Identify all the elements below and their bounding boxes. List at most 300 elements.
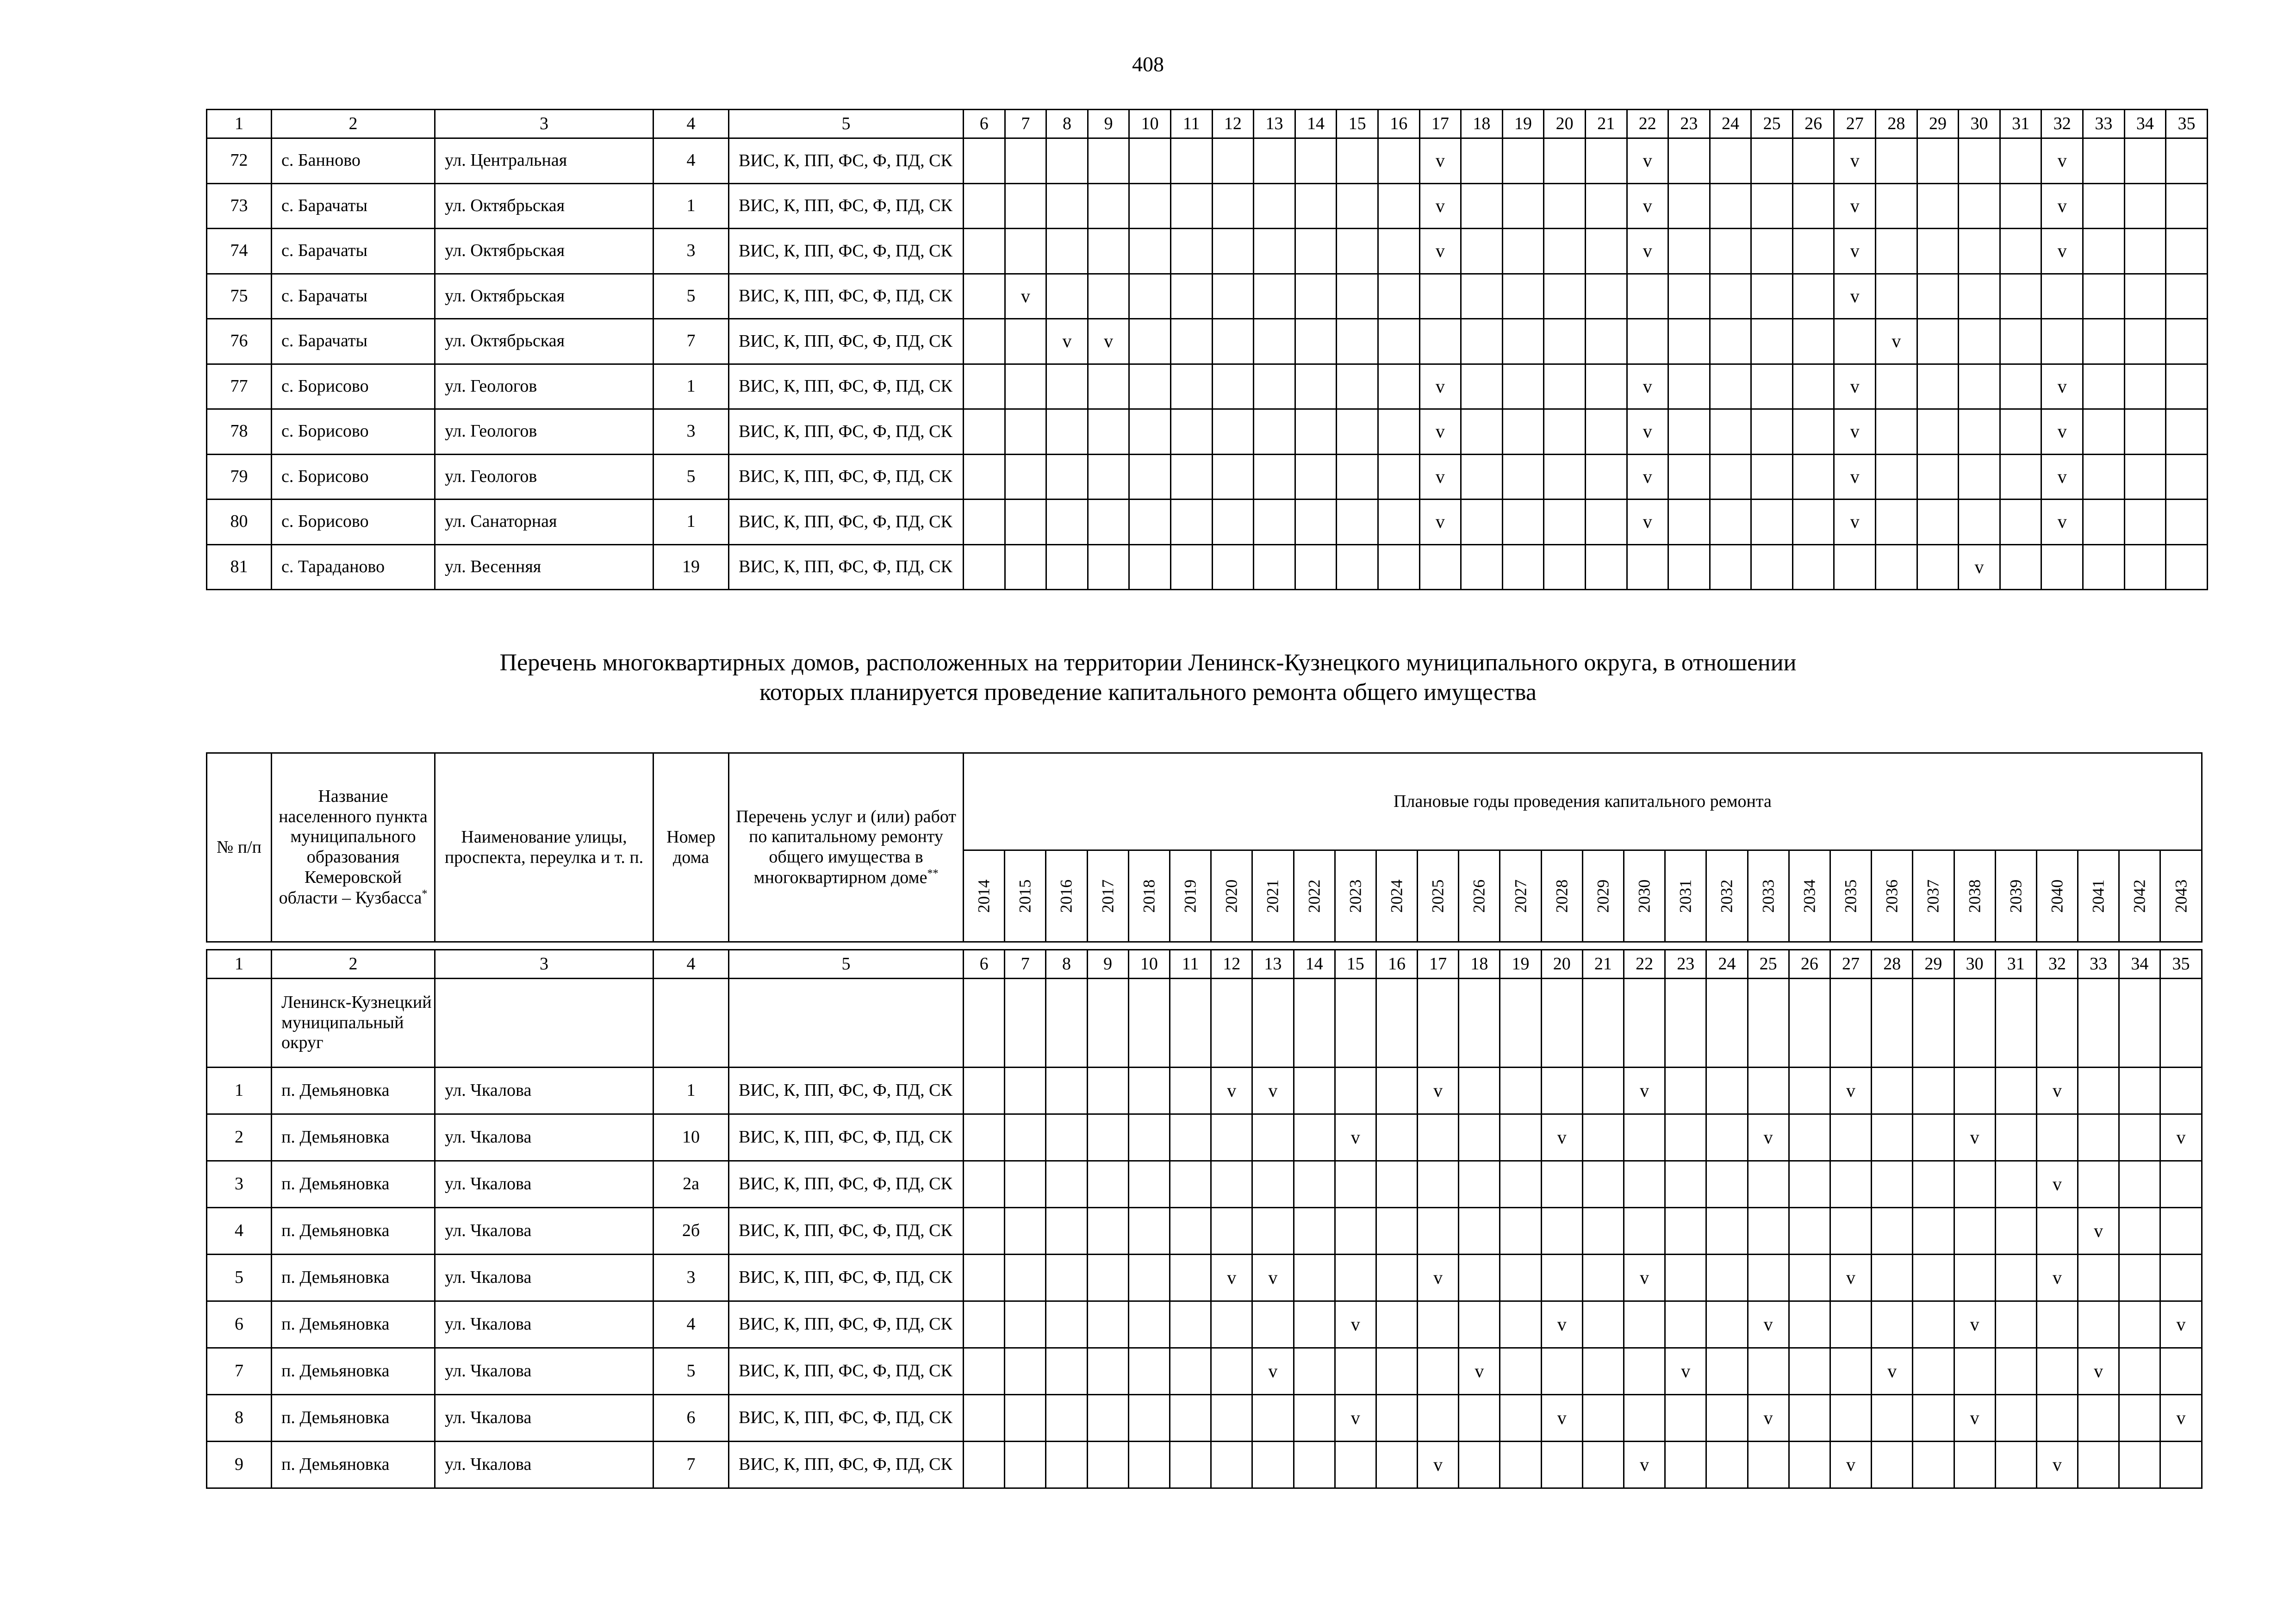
year-cell: [1668, 409, 1710, 455]
settlement-cell: п. Демьяновка: [272, 1301, 435, 1348]
year-mark: v: [1211, 1068, 1252, 1114]
empty-cell: [435, 979, 653, 1068]
street-cell: ул. Центральная: [435, 138, 653, 184]
year-cell: [1665, 1442, 1706, 1488]
year-cell: [964, 364, 1005, 409]
year-cell: [1954, 1068, 1995, 1114]
year-cell: [1087, 1208, 1128, 1255]
year-cell: [1751, 274, 1793, 319]
year-cell: [1376, 1301, 1417, 1348]
year-cell: [1337, 409, 1378, 455]
year-cell: [2036, 1395, 2078, 1442]
year-cell: [1005, 183, 1046, 229]
year-mark: v: [2041, 500, 2083, 545]
year-cell: [1995, 1301, 2036, 1348]
year-cell: [1212, 500, 1254, 545]
year-cell: [1128, 1255, 1170, 1301]
year-cell: [1419, 319, 1461, 364]
year-cell: [1170, 1395, 1211, 1442]
year-mark: v: [1418, 1255, 1459, 1301]
year-cell: [2119, 1068, 2160, 1114]
year-cell: [1376, 1114, 1417, 1161]
year-cell: [1959, 409, 2000, 455]
year-cell: [964, 1442, 1005, 1488]
year-mark: v: [2041, 229, 2083, 274]
year-cell: [1212, 274, 1254, 319]
year-cell: [1088, 500, 1129, 545]
table-row: [207, 500, 2208, 545]
year-cell: [1668, 138, 1710, 184]
year-cell: [1128, 1395, 1170, 1442]
year-cell: [1624, 1301, 1665, 1348]
year-cell: [1170, 1068, 1211, 1114]
year-cell: [1995, 1161, 2036, 1208]
column-number: 28: [1876, 110, 1917, 138]
year-cell: [2119, 1161, 2160, 1208]
street-cell: ул. Чкалова: [435, 1442, 653, 1488]
street-cell: ул. Чкалова: [435, 1395, 653, 1442]
street-cell: ул. Геологов: [435, 409, 653, 455]
year-cell: [1170, 500, 1212, 545]
column-number: 14: [1295, 110, 1337, 138]
column-number: 10: [1128, 950, 1170, 979]
column-number: 7: [1005, 110, 1046, 138]
year-cell: [2000, 229, 2041, 274]
year-cell: [1088, 229, 1129, 274]
year-cell: [1792, 409, 1834, 455]
year-cell: [1005, 500, 1046, 545]
year-cell: [1502, 319, 1544, 364]
year-cell: [2036, 1348, 2078, 1395]
year-cell: [1748, 1068, 1789, 1114]
year-cell: [964, 544, 1005, 590]
year-cell: [1337, 319, 1378, 364]
year-cell: [1252, 979, 1294, 1068]
year-mark: v: [1954, 1114, 1995, 1161]
year-cell: [2166, 229, 2208, 274]
year-cell: [1129, 364, 1171, 409]
year-header: [1170, 850, 1211, 942]
year-cell: [1254, 544, 1295, 590]
year-cell: [1748, 1348, 1789, 1395]
year-cell: [1502, 183, 1544, 229]
row-number: 8: [207, 1395, 272, 1442]
year-cell: [1294, 1395, 1335, 1442]
services-cell: ВИС, К, ПП, ФС, Ф, ПД, СК: [729, 544, 964, 590]
year-cell: [1170, 364, 1212, 409]
year-mark: v: [1624, 1255, 1665, 1301]
year-mark: v: [2160, 1114, 2202, 1161]
table-row: [207, 229, 2208, 274]
year-cell: [1337, 274, 1378, 319]
table-row: [207, 1161, 2202, 1208]
year-cell: [1459, 1161, 1500, 1208]
house-cell: 1: [653, 183, 729, 229]
services-cell: ВИС, К, ПП, ФС, Ф, ПД, СК: [729, 319, 964, 364]
year-cell: [1582, 1208, 1624, 1255]
year-cell: [1751, 544, 1793, 590]
year-cell: [1418, 1208, 1459, 1255]
house-cell: 5: [653, 274, 729, 319]
year-cell: [1212, 183, 1254, 229]
table-row: [207, 454, 2208, 500]
year-cell: [1876, 544, 1917, 590]
year-cell: [1005, 544, 1046, 590]
column-number: 6: [964, 110, 1005, 138]
year-cell: [1917, 138, 1959, 184]
header-house: Номер дома: [653, 753, 729, 942]
year-cell: [1294, 1161, 1335, 1208]
services-cell: ВИС, К, ПП, ФС, Ф, ПД, СК: [729, 183, 964, 229]
year-cell: [1087, 1255, 1128, 1301]
year-cell: [1502, 274, 1544, 319]
table-main: [206, 949, 2203, 1489]
year-cell: [2119, 1301, 2160, 1348]
services-cell: ВИС, К, ПП, ФС, Ф, ПД, СК: [729, 500, 964, 545]
year-cell: [1378, 138, 1419, 184]
year-label: 2024: [1387, 879, 1406, 913]
year-cell: [1541, 1068, 1582, 1114]
column-number: 7: [1005, 950, 1046, 979]
year-cell: [1502, 138, 1544, 184]
year-cell: [2036, 979, 2078, 1068]
year-cell: [1459, 1301, 1500, 1348]
year-cell: [1792, 138, 1834, 184]
row-number: 5: [207, 1255, 272, 1301]
year-mark: v: [1211, 1255, 1252, 1301]
year-cell: [1582, 1442, 1624, 1488]
year-cell: [1170, 229, 1212, 274]
year-cell: [1792, 319, 1834, 364]
year-mark: v: [1418, 1068, 1459, 1114]
year-cell: [2000, 183, 2041, 229]
year-mark: v: [1834, 364, 1876, 409]
year-cell: [1418, 1395, 1459, 1442]
year-cell: [1088, 364, 1129, 409]
year-cell: [1087, 1301, 1128, 1348]
year-cell: [1170, 1255, 1211, 1301]
year-cell: [2083, 319, 2125, 364]
year-cell: [1087, 1068, 1128, 1114]
year-label: 2030: [1635, 879, 1654, 913]
column-number: 15: [1337, 110, 1378, 138]
column-number: 22: [1627, 110, 1668, 138]
year-cell: [1585, 319, 1627, 364]
year-cell: [1005, 1395, 1046, 1442]
year-mark: v: [1624, 1068, 1665, 1114]
year-cell: [1913, 1395, 1954, 1442]
year-cell: [1046, 1442, 1087, 1488]
year-cell: [1088, 138, 1129, 184]
year-cell: [1541, 1161, 1582, 1208]
year-cell: [2119, 1395, 2160, 1442]
year-cell: [1211, 1114, 1252, 1161]
year-cell: [1088, 544, 1129, 590]
year-cell: [1830, 1114, 1871, 1161]
settlement-cell: с. Банново: [272, 138, 435, 184]
year-cell: [1170, 1348, 1211, 1395]
year-cell: [1751, 319, 1793, 364]
year-cell: [2000, 544, 2041, 590]
year-cell: [1876, 274, 1917, 319]
year-cell: [2078, 1255, 2119, 1301]
year-mark: v: [1419, 138, 1461, 184]
year-label: 2031: [1676, 879, 1695, 913]
year-cell: [1789, 1114, 1830, 1161]
year-cell: [1500, 1442, 1541, 1488]
header-settlement-text: Название населенного пункта муниципального образования Кемеровской области – Кузбасса: [279, 787, 428, 908]
street-cell: ул. Чкалова: [435, 1255, 653, 1301]
settlement-cell: п. Демьяновка: [272, 1255, 435, 1301]
year-cell: [1544, 544, 1586, 590]
table-row: [207, 319, 2208, 364]
year-cell: [1500, 1255, 1541, 1301]
year-mark: v: [1541, 1301, 1582, 1348]
year-cell: [1830, 1348, 1871, 1395]
house-cell: 5: [653, 1348, 729, 1395]
year-cell: [1212, 364, 1254, 409]
year-cell: [2160, 979, 2202, 1068]
year-cell: [1376, 1068, 1417, 1114]
year-cell: [1954, 1255, 1995, 1301]
year-cell: [1378, 500, 1419, 545]
year-cell: [1710, 544, 1751, 590]
year-mark: v: [1627, 409, 1668, 455]
year-mark: v: [1627, 454, 1668, 500]
year-cell: [1872, 1068, 1913, 1114]
year-cell: [1461, 274, 1503, 319]
year-label: 2015: [1015, 879, 1034, 913]
year-cell: [1046, 138, 1088, 184]
year-cell: [1418, 1348, 1459, 1395]
house-cell: 19: [653, 544, 729, 590]
table-row: [207, 1301, 2202, 1348]
year-cell: [1005, 454, 1046, 500]
year-header: [964, 850, 1005, 942]
empty-cell: [729, 979, 964, 1068]
year-cell: [2036, 1114, 2078, 1161]
year-cell: [1706, 1301, 1748, 1348]
year-mark: v: [2036, 1161, 2078, 1208]
services-cell: ВИС, К, ПП, ФС, Ф, ПД, СК: [729, 1348, 964, 1395]
year-mark: v: [1834, 138, 1876, 184]
year-header: [1624, 850, 1665, 942]
year-cell: [1917, 229, 1959, 274]
year-cell: [1585, 544, 1627, 590]
year-cell: [2166, 544, 2208, 590]
year-mark: v: [1419, 183, 1461, 229]
settlement-cell: п. Демьяновка: [272, 1161, 435, 1208]
year-cell: [1254, 183, 1295, 229]
table-row: [207, 1114, 2202, 1161]
year-cell: [1170, 544, 1212, 590]
year-cell: [1751, 500, 1793, 545]
year-cell: [1129, 454, 1171, 500]
year-cell: [964, 409, 1005, 455]
year-cell: [2166, 274, 2208, 319]
year-header: [1789, 850, 1830, 942]
year-cell: [1624, 979, 1665, 1068]
year-cell: [1005, 1442, 1046, 1488]
year-cell: [1461, 229, 1503, 274]
year-cell: [1212, 138, 1254, 184]
year-mark: v: [1419, 500, 1461, 545]
year-cell: [1917, 183, 1959, 229]
year-cell: [1913, 1114, 1954, 1161]
year-cell: [1872, 1208, 1913, 1255]
services-cell: ВИС, К, ПП, ФС, Ф, ПД, СК: [729, 1301, 964, 1348]
row-number: 74: [207, 229, 272, 274]
row-number: 73: [207, 183, 272, 229]
row-number: 6: [207, 1301, 272, 1348]
year-cell: [1337, 229, 1378, 274]
year-cell: [1872, 979, 1913, 1068]
year-cell: [964, 319, 1005, 364]
year-cell: [1129, 319, 1171, 364]
year-mark: v: [1872, 1348, 1913, 1395]
year-cell: [1541, 1255, 1582, 1301]
year-cell: [1959, 319, 2000, 364]
year-mark: v: [1418, 1442, 1459, 1488]
column-number: 34: [2124, 110, 2166, 138]
year-cell: [1830, 1395, 1871, 1442]
year-mark: v: [2078, 1208, 2119, 1255]
column-number: 27: [1834, 110, 1876, 138]
year-cell: [1544, 183, 1586, 229]
year-mark: v: [1834, 229, 1876, 274]
year-mark: v: [1419, 364, 1461, 409]
column-number: 35: [2166, 110, 2208, 138]
year-mark: v: [2041, 409, 2083, 455]
year-cell: [1005, 1348, 1046, 1395]
year-mark: v: [1627, 364, 1668, 409]
settlement-cell: с. Барачаты: [272, 183, 435, 229]
year-cell: [964, 1301, 1005, 1348]
street-cell: ул. Чкалова: [435, 1068, 653, 1114]
year-cell: [1459, 1114, 1500, 1161]
year-mark: v: [1627, 500, 1668, 545]
year-cell: [1337, 138, 1378, 184]
empty-cell: [653, 979, 729, 1068]
year-mark: v: [1335, 1395, 1376, 1442]
year-cell: [1378, 454, 1419, 500]
year-cell: [1544, 274, 1586, 319]
year-cell: [1500, 1114, 1541, 1161]
house-cell: 7: [653, 319, 729, 364]
year-mark: v: [2160, 1395, 2202, 1442]
year-cell: [1872, 1301, 1913, 1348]
year-cell: [1087, 979, 1128, 1068]
year-cell: [1917, 274, 1959, 319]
year-cell: [1995, 1068, 2036, 1114]
year-cell: [1461, 183, 1503, 229]
table-row: [207, 544, 2208, 590]
column-number: 33: [2078, 950, 2119, 979]
year-cell: [1876, 183, 1917, 229]
year-cell: [964, 1255, 1005, 1301]
street-cell: ул. Октябрьская: [435, 319, 653, 364]
row-number: 76: [207, 319, 272, 364]
house-cell: 5: [653, 454, 729, 500]
title-line-2: которых планируется проведение капитального ремонта общего имущества: [759, 679, 1537, 706]
year-cell: [1502, 454, 1544, 500]
settlement-cell: п. Демьяновка: [272, 1114, 435, 1161]
year-cell: [1005, 1114, 1046, 1161]
year-cell: [1792, 500, 1834, 545]
year-cell: [1128, 1114, 1170, 1161]
year-mark: v: [1627, 138, 1668, 184]
year-cell: [1541, 1442, 1582, 1488]
year-cell: [1913, 1348, 1954, 1395]
year-cell: [1624, 1161, 1665, 1208]
year-cell: [1913, 1301, 1954, 1348]
year-cell: [1046, 183, 1088, 229]
row-number: 2: [207, 1114, 272, 1161]
year-cell: [1710, 454, 1751, 500]
year-cell: [1459, 1442, 1500, 1488]
year-cell: [1461, 500, 1503, 545]
year-cell: [1959, 183, 2000, 229]
year-cell: [1005, 138, 1046, 184]
year-cell: [2041, 274, 2083, 319]
year-mark: v: [2041, 454, 2083, 500]
year-cell: [1706, 979, 1748, 1068]
column-number: 9: [1088, 110, 1129, 138]
year-mark: v: [1748, 1301, 1789, 1348]
year-mark: v: [2036, 1255, 2078, 1301]
year-cell: [2083, 544, 2125, 590]
column-number: 5: [729, 950, 964, 979]
year-cell: [1337, 544, 1378, 590]
year-cell: [1337, 364, 1378, 409]
year-cell: [1959, 364, 2000, 409]
district-cell: Ленинск-Кузнецкий муниципальный округ: [272, 979, 435, 1068]
year-cell: [1252, 1442, 1294, 1488]
year-cell: [1624, 1348, 1665, 1395]
column-number: 23: [1665, 950, 1706, 979]
column-number: 13: [1252, 950, 1294, 979]
year-cell: [1459, 979, 1500, 1068]
year-cell: [1582, 1255, 1624, 1301]
year-cell: [1627, 544, 1668, 590]
year-cell: [1668, 454, 1710, 500]
year-cell: [1751, 229, 1793, 274]
year-cell: [1995, 1442, 2036, 1488]
year-cell: [2119, 1255, 2160, 1301]
year-cell: [2124, 274, 2166, 319]
year-cell: [1459, 1208, 1500, 1255]
year-cell: [1500, 1348, 1541, 1395]
table-row: [207, 409, 2208, 455]
year-cell: [1254, 500, 1295, 545]
page-title: [0, 648, 2296, 707]
table-row: [207, 1395, 2202, 1442]
year-mark: v: [2041, 364, 2083, 409]
year-cell: [1254, 274, 1295, 319]
year-cell: [1959, 500, 2000, 545]
year-cell: [964, 1395, 1005, 1442]
year-cell: [2083, 183, 2125, 229]
year-cell: [2166, 409, 2208, 455]
year-cell: [1252, 1208, 1294, 1255]
year-cell: [1500, 1208, 1541, 1255]
year-cell: [1751, 138, 1793, 184]
year-cell: [1624, 1208, 1665, 1255]
year-label: 2028: [1552, 879, 1571, 913]
year-mark: v: [1624, 1442, 1665, 1488]
year-cell: [1376, 1255, 1417, 1301]
street-cell: ул. Чкалова: [435, 1161, 653, 1208]
